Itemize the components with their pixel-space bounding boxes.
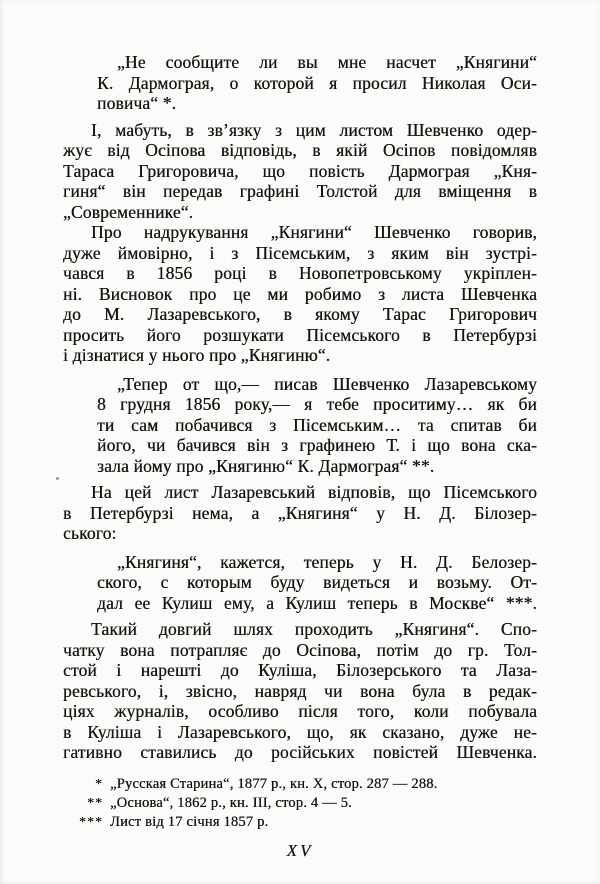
text-column	[63, 52, 537, 763]
footnote-marker: *	[95, 776, 103, 792]
paragraph	[63, 120, 537, 223]
text-line: стой і нарешті до Куліша, Білозерського та Лаза-	[63, 660, 537, 680]
text-line: чався в 1856 році в Новопетровському укріплен-	[63, 263, 537, 283]
text-line: і дізнатися у нього про „Княгиню“.	[63, 345, 331, 365]
text-line: жує від Осіпова відповідь, в якій Осіпов повідомляв	[63, 140, 537, 160]
footnotes-section	[63, 775, 537, 832]
scan-artifact-dot	[56, 477, 59, 480]
text-line: просить його розшукати Пісемського в Петербурзі	[63, 324, 537, 345]
text-line: дал ее Кулиш ему, а Кулиш теперь в Москве“ ***.	[97, 592, 537, 613]
text-line: І, мабуть, в зв’язку з цим листом Шевченко одер-	[91, 119, 537, 140]
quote-block	[63, 374, 537, 477]
footnote	[63, 794, 537, 813]
quote-block	[63, 552, 537, 614]
text-line: ціях журналів, особливо після того, коли побувала	[63, 701, 537, 721]
text-line: ревського, і, звісно, навряд чи вона була в редак-	[63, 680, 537, 701]
text-line: чатку вона потрапляє до Осіпова, потім до гр. Тол-	[63, 639, 537, 660]
text-line: „Не сообщите ли вы мне насчет „Княгини“	[117, 52, 537, 72]
text-line: дуже ймовірно, і з Пісемським, з яким він зустрі-	[63, 242, 537, 263]
text-line: його, чи бачився він з графинею Т. і що вона ска-	[97, 435, 537, 455]
text-line: гиня“ він передав графині Толстой для вміщення в	[63, 181, 537, 201]
text-line: „Современнике“.	[63, 201, 194, 222]
text-line: К. Дармограя, о которой я просил Николая Оси-	[97, 72, 537, 93]
page-number: XV	[286, 840, 314, 860]
footnote-marker: **	[87, 795, 103, 811]
quote-block	[63, 52, 537, 114]
text-line: ского, с которым буду видеться и возьму. От-	[97, 572, 537, 592]
text-line: Тараса Григоровича, що повість Дармограя „Кня-	[63, 160, 537, 181]
text-line: до М. Лазаревського, в якому Тарас Григорович	[63, 304, 537, 324]
paragraph	[63, 619, 537, 763]
text-line: ського:	[63, 523, 117, 543]
text-line: ти сам побачився з Пісемським… та спитав би	[97, 414, 537, 435]
footnote-text: „Русская Старина“, 1877 р., кн. X, стор. 287 — 288.	[110, 775, 438, 792]
text-line: в Куліша і Лазаревського, що, як сказано, дуже не-	[63, 721, 537, 742]
footnote-marker: ***	[79, 814, 103, 830]
text-line: Такий довгий шлях проходить „Княгиня“. Спо-	[91, 619, 537, 639]
footnote-text: „Основа“, 1862 р., кн. III, стор. 4 — 5.	[110, 794, 352, 811]
text-line: Про надрукування „Княгини“ Шевченко говорив,	[91, 222, 537, 242]
text-line: в Петербурзі нема, а „Княгиня“ у Н. Д. Білозер-	[63, 502, 537, 523]
footnote	[63, 775, 537, 794]
text-line: На цей лист Лазаревський відповів, що Пісемського	[91, 482, 537, 502]
paragraph	[63, 482, 537, 544]
text-line: зала йому про „Княгиню“ К. Дармограя“ **.	[97, 455, 435, 476]
paragraph	[63, 222, 537, 366]
footnote-text: Лист від 17 січня 1857 р.	[110, 813, 269, 830]
text-line: ні. Висновок про це ми робимо з листа Шевченка	[63, 283, 537, 304]
text-line: „Княгиня“, кажется, теперь у Н. Д. Белозер-	[117, 551, 537, 572]
text-line: 8 грудня 1856 року,— я тебе проситиму… як би	[97, 394, 537, 414]
footnote	[63, 813, 537, 832]
text-line: „Тепер от що,— писав Шевченко Лазаревському	[117, 373, 537, 394]
text-line: гативно ставились до російських повістей Шевченка.	[63, 742, 537, 762]
text-line: повича“ *.	[97, 93, 177, 113]
